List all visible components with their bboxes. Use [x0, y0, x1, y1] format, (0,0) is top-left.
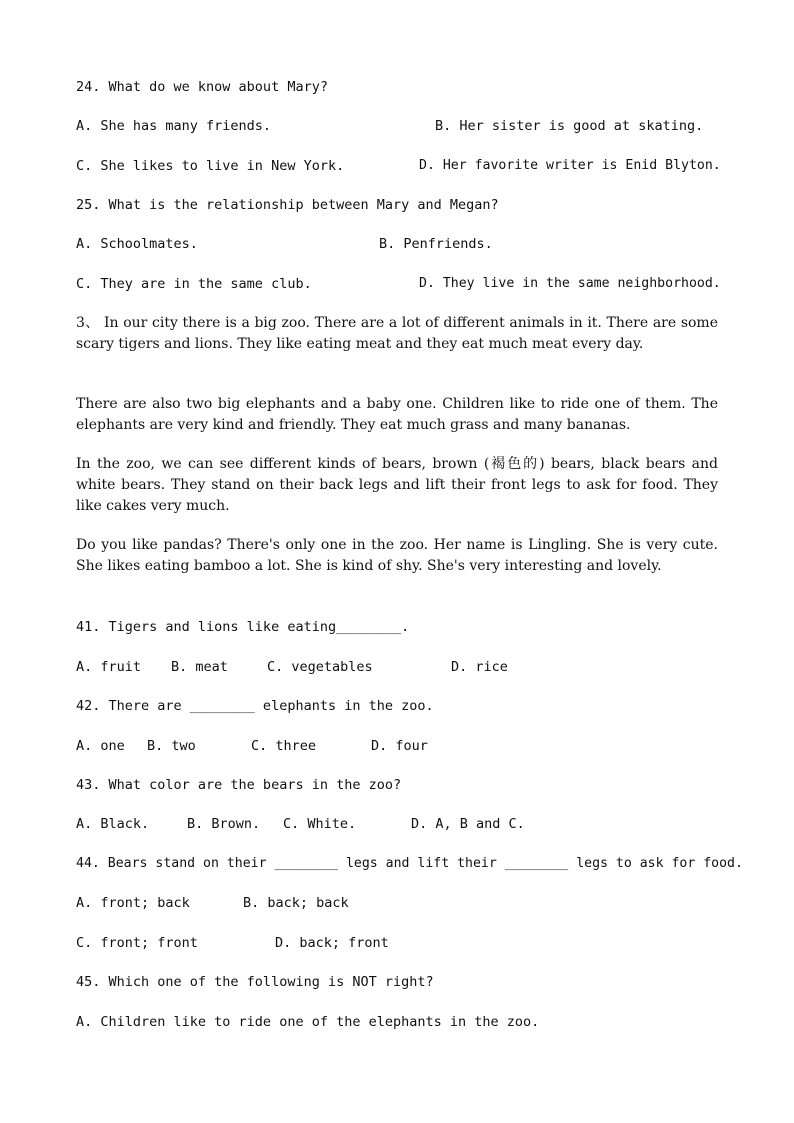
- q41-option-b: B. meat: [171, 659, 228, 675]
- question-41: 41. Tigers and lions like eating________.: [76, 619, 410, 635]
- q43-option-c: C. White.: [283, 816, 357, 832]
- question-25: 25. What is the relationship between Mary and Megan?: [76, 197, 499, 213]
- q41-option-c: C. vegetables: [267, 659, 373, 675]
- question-42: 42. There are ________ elephants in the zoo.: [76, 698, 434, 714]
- q45-option-a: A. Children like to ride one of the elephants in the zoo.: [76, 1014, 540, 1030]
- q24-option-d: D. Her favorite writer is Enid Blyton.: [419, 158, 721, 173]
- question-44: 44. Bears stand on their ________ legs and lift their ________ legs to ask for food.: [76, 856, 743, 871]
- q24-option-a: A. She has many friends.: [76, 118, 272, 134]
- q25-option-d: D. They live in the same neighborhood.: [419, 276, 721, 291]
- q24-option-b: B. Her sister is good at skating.: [435, 118, 704, 134]
- question-45: 45. Which one of the following is NOT right?: [76, 974, 434, 990]
- q25-option-c: C. They are in the same club.: [76, 276, 312, 292]
- q42-option-d: D. four: [371, 738, 428, 754]
- q41-option-d: D. rice: [451, 659, 508, 675]
- q24-option-c: C. She likes to live in New York.: [76, 158, 345, 174]
- q44-option-a: A. front; back: [76, 895, 190, 911]
- q44-option-d: D. back; front: [275, 935, 389, 951]
- q42-option-c: C. three: [251, 738, 317, 754]
- passage-paragraph-2: There are also two big elephants and a baby one. Children like to ride one of them. The elephants are very kind and friendly. They eat much grass and many bananas.: [76, 396, 718, 433]
- q42-option-a: A. one: [76, 738, 125, 754]
- q44-option-c: C. front; front: [76, 935, 198, 951]
- question-24: 24. What do we know about Mary?: [76, 79, 328, 95]
- passage-paragraph-3: In the zoo, we can see different kinds of bears, brown (褐色的) bears, black bears and white bears. They stand on their back legs and lift their front legs to ask for food. They like cakes very much.: [76, 456, 718, 514]
- q41-option-a: A. fruit: [76, 659, 142, 675]
- q43-option-b: B. Brown.: [187, 816, 261, 832]
- q43-option-d: D. A, B and C.: [411, 816, 525, 832]
- q25-option-b: B. Penfriends.: [379, 236, 493, 252]
- q25-option-a: A. Schoolmates.: [76, 236, 198, 252]
- q44-option-b: B. back; back: [243, 895, 349, 911]
- question-43: 43. What color are the bears in the zoo?: [76, 777, 402, 793]
- passage-paragraph-4: Do you like pandas? There's only one in the zoo. Her name is Lingling. She is very cute. She likes eating bamboo a lot. She is kind of shy. She's very interesting and lovely.: [76, 537, 718, 574]
- passage-paragraph-1: 3、 In our city there is a big zoo. There are a lot of different animals in it. There are some scary tigers and lions. They like eating meat and they eat much meat every day.: [76, 315, 718, 352]
- q42-option-b: B. two: [147, 738, 196, 754]
- q43-option-a: A. Black.: [76, 816, 150, 832]
